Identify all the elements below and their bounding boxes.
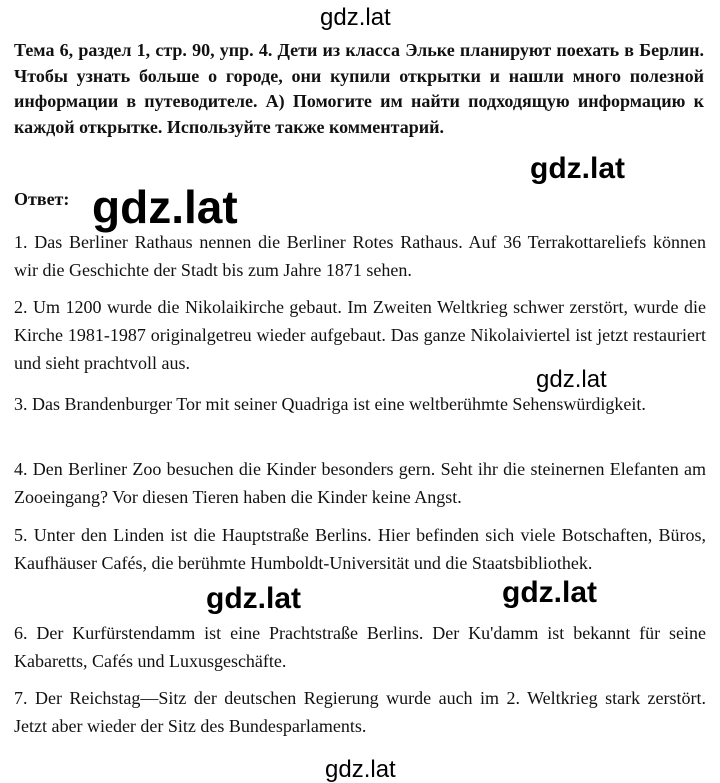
answer-paragraph-2: 2. Um 1200 wurde die Nikolaikirche gebaut. Im Zweiten Weltkrieg schwer zerstört, wurde die Kirche 1981-1987 originalgetreu wieder aufgebaut. Das ganze Nikolaiviertel ist jetzt restauriert und sieht prachtvoll aus. xyxy=(14,297,706,373)
answer-paragraph-5: 5. Unter den Linden ist die Hauptstraße Berlins. Hier befinden sich viele Botschaften, Büros, Kaufhäuser Cafés, die berühmte Humboldt-Universität und die Staatsbibliothek. xyxy=(14,525,706,573)
task-heading: Тема 6, раздел 1, стр. 90, упр. 4. Дети из класса Эльке планируют поехать в Берлин. Чтобы узнать больше о городе, они купили открытки и нашли много полезной информации в путеводителе. А) Помогите им найти подходящую информацию к каждой открытке. Используйте также комментарий. xyxy=(14,40,704,137)
watermark-bottom: gdz.lat xyxy=(325,756,396,783)
watermark-large: gdz.lat xyxy=(92,181,238,233)
watermark-lower-right: gdz.lat xyxy=(502,576,597,609)
watermark-middle: gdz.lat xyxy=(536,366,607,393)
watermark-lower-left: gdz.lat xyxy=(206,582,301,615)
answer-paragraph-6: 6. Der Kurfürstendamm ist eine Prachtstraße Berlins. Der Ku'damm ist bekannt für seine Kabaretts, Cafés und Luxusgeschäfte. xyxy=(14,623,706,671)
answer-label: Ответ: xyxy=(14,189,70,209)
answer-paragraph-4: 4. Den Berliner Zoo besuchen die Kinder besonders gern. Seht ihr die steinernen Elefanten am Zooeingang? Vor diesen Tieren haben die Kinder keine Angst. xyxy=(14,459,706,507)
answer-paragraph-3: 3. Das Brandenburger Tor mit seiner Quadriga ist eine weltberühmte Sehenswürdigkeit. xyxy=(14,394,646,414)
watermark-top: gdz.lat xyxy=(320,4,391,31)
answer-paragraph-7: 7. Der Reichstag—Sitz der deutschen Regierung wurde auch im 2. Weltkrieg stark zerstört. Jetzt aber wieder der Sitz des Bundesparlaments. xyxy=(14,688,706,736)
answer-paragraph-1: 1. Das Berliner Rathaus nennen die Berliner Rotes Rathaus. Auf 36 Terrakottareliefs können wir die Geschichte der Stadt bis zum Jahre 1871 sehen. xyxy=(14,232,706,280)
watermark-right-1: gdz.lat xyxy=(530,152,625,185)
